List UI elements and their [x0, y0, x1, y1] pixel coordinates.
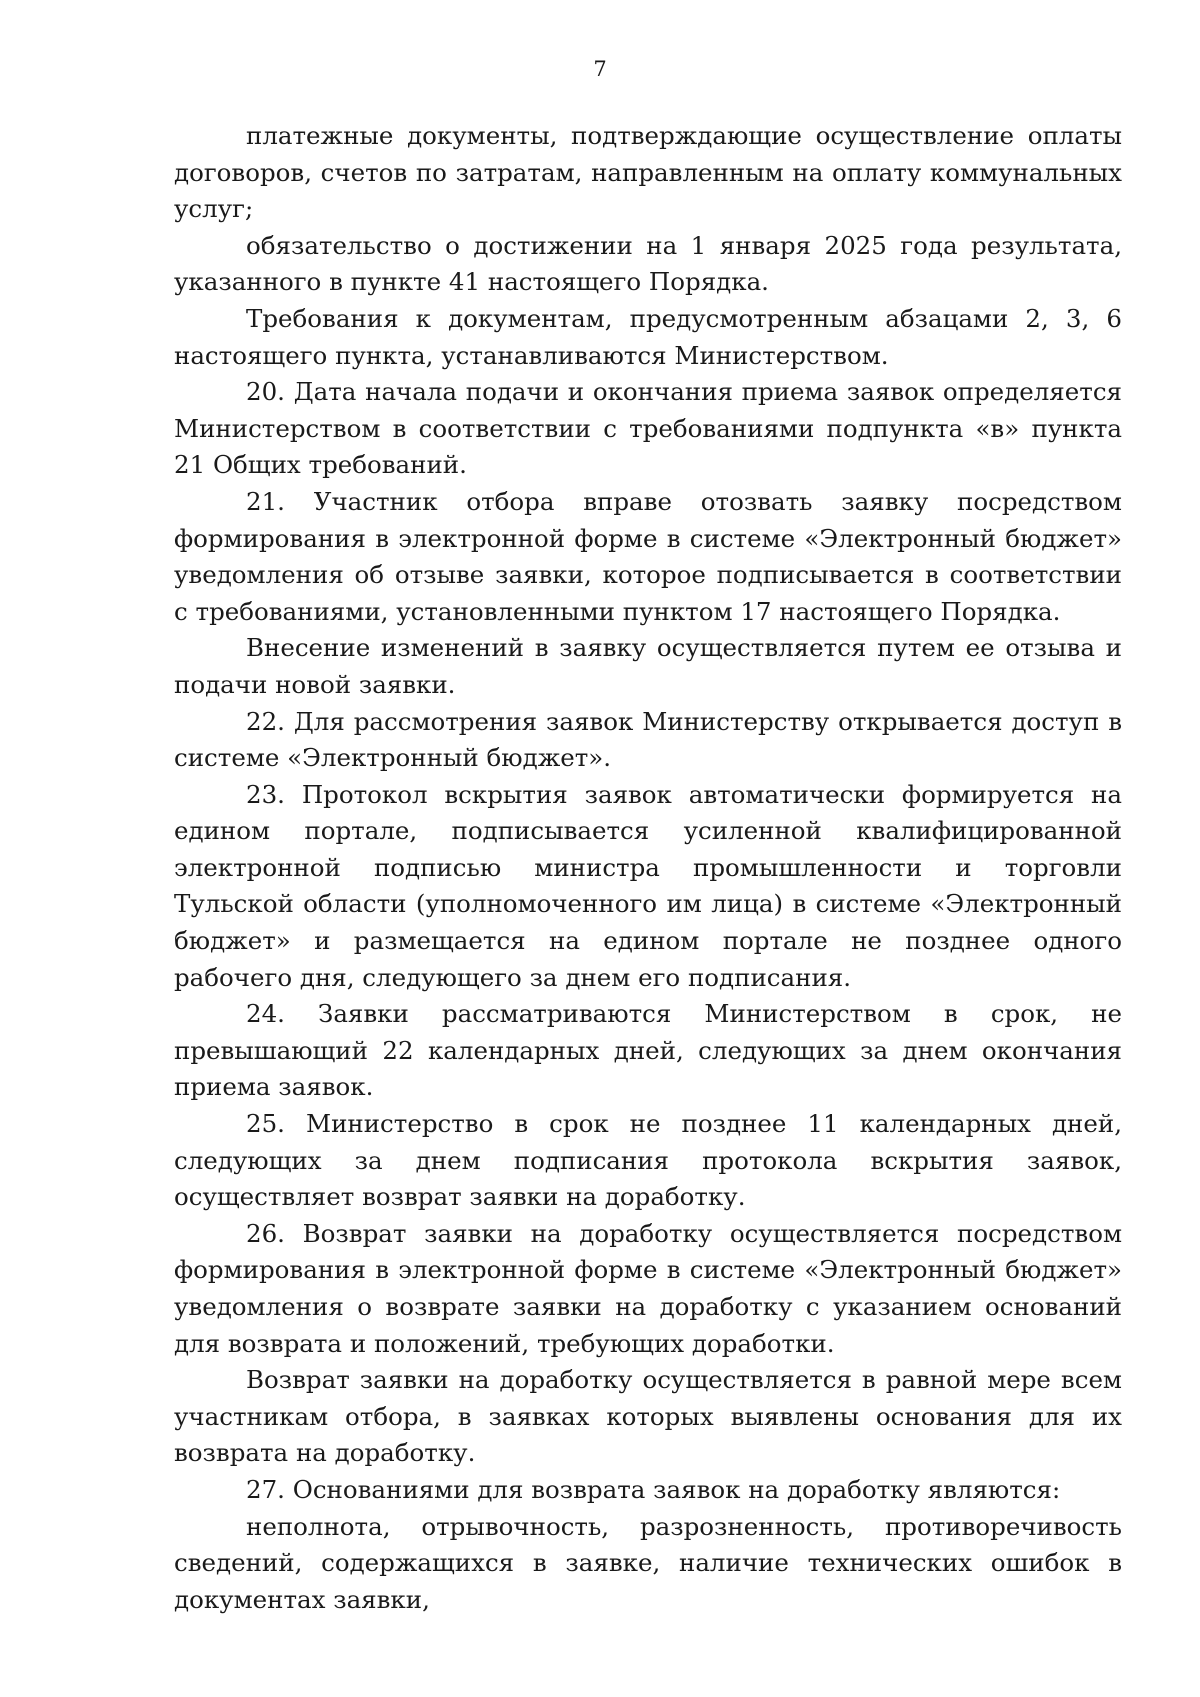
paragraph-result-obligation: обязательство о достижении на 1 января 2025 года результата, указанного в пункте 41 настоящего Порядка.: [174, 230, 1122, 297]
paragraph-item-23: 23. Протокол вскрытия заявок автоматически формируется на едином портале, подписывается усиленной квалифицированной электронной подписью министра промышленности и торговли Тульской области (уполномоченного им лица) в системе «Электронный бюджет» и размещается на едином портале не позднее одного рабочего дня, следующего за днем его подписания.: [174, 779, 1122, 992]
paragraph-application-changes: Внесение изменений в заявку осуществляется путем ее отзыва и подачи новой заявки.: [174, 633, 1122, 699]
paragraph-item-26: 26. Возврат заявки на доработку осуществляется посредством формирования в электронной форме в системе «Электронный бюджет» уведомления о возврате заявки на доработку с указанием оснований для возврата и положений, требующих доработки.: [174, 1218, 1122, 1358]
paragraph-item-24: 24. Заявки рассматриваются Министерством в срок, не превышающий 22 календарных дней, следующих за днем окончания приема заявок.: [174, 999, 1122, 1102]
page-number: 7: [593, 57, 607, 81]
paragraph-item-27: 27. Основаниями для возврата заявок на доработку являются:: [246, 1474, 1061, 1504]
paragraph-item-20: 20. Дата начала подачи и окончания приема заявок определяется Министерством в соответствии с требованиями подпункта «в» пункта 21 Общих требований.: [174, 377, 1122, 480]
paragraph-item-21: 21. Участник отбора вправе отозвать заявку посредством формирования в электронной форме в системе «Электронный бюджет» уведомления об отзыве заявки, которое подписывается в соответствии с требованиями, установленными пунктом 17 настоящего Порядка.: [174, 486, 1122, 626]
document-body: [174, 118, 1122, 1618]
paragraph-payment-documents: платежные документы, подтверждающие осуществление оплаты договоров, счетов по затратам, направленным на оплату коммунальных услуг;: [174, 121, 1122, 224]
paragraph-document-requirements: Требования к документам, предусмотренным абзацами 2, 3, 6 настоящего пункта, устанавливаются Министерством.: [174, 303, 1122, 370]
paragraph-return-equal-measure: Возврат заявки на доработку осуществляется в равной мере всем участникам отбора, в заявках которых выявлены основания для их возврата на доработку.: [174, 1365, 1122, 1468]
paragraph-item-25: 25. Министерство в срок не позднее 11 календарных дней, следующих за днем подписания протокола вскрытия заявок, осуществляет возврат заявки на доработку.: [174, 1109, 1122, 1212]
paragraph-item-22: 22. Для рассмотрения заявок Министерству открывается доступ в системе «Электронный бюджет».: [174, 706, 1122, 773]
paragraph-return-grounds: неполнота, отрывочность, разрозненность, противоречивость сведений, содержащихся в заявке, наличие технических ошибок в документах заявки,: [174, 1511, 1122, 1614]
